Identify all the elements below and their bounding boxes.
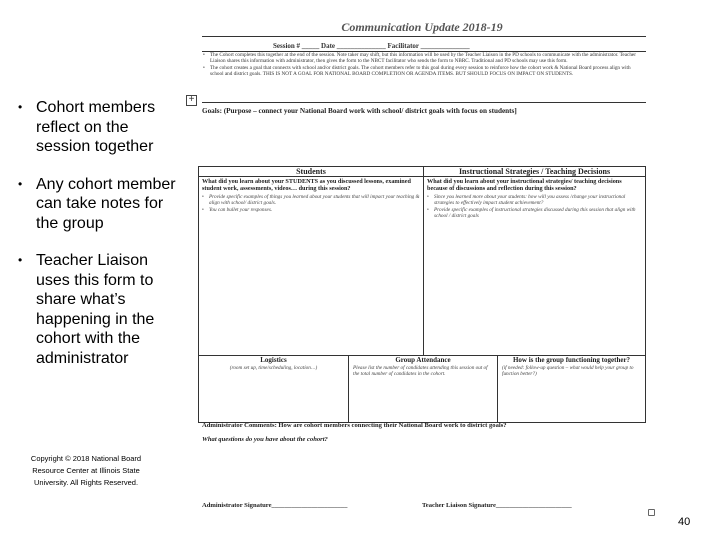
- copyright-notice: Copyright © 2018 National Board Resource Center at Illinois State University. All Rights Reserved.: [30, 454, 142, 487]
- communication-update-form: [198, 20, 646, 520]
- slide-marker-icon: [648, 509, 655, 516]
- strategies-bullet: • Provide specific examples of instructional strategies discussed during this session that align with school / district goals: [434, 207, 642, 219]
- admin-comments: Administrator Comments: How are cohort members connecting their National Board work to district goals?: [202, 422, 507, 429]
- page-number: 40: [678, 516, 691, 528]
- functioning-note: (if needed: follow-up question – what would help your group to function better?): [502, 365, 634, 378]
- slide-bullet-list: [18, 98, 178, 386]
- logistics-header: Logistics: [260, 356, 287, 364]
- liaison-signature: Teacher Liaison Signature_______________________: [422, 502, 572, 509]
- instruction-2: • The cohort creates a goal that connects with school and/or district goals. The cohort members refer to this goal during every session to reinforce how the cohort work & National Board process align with school and district goals. THIS IS NOT A GOAL FOR NATIONAL BOARD COMPLETION OR AGENDA ITEMS. BUT SHOULD FOCUS ON IMPACT ON STUDENTS.: [210, 65, 644, 78]
- strategies-cell: [423, 166, 646, 356]
- bullet-reflect: • Cohort members reflect on the session together: [18, 98, 178, 157]
- students-header: Students: [199, 167, 423, 177]
- admin-signature: Administrator Signature_______________________: [202, 502, 348, 509]
- instruction-1: • The Cohort completes this together at the end of the session. Note taker may shift, but this information will be used by the Teacher Liaison in the PD schools to communicate with the administrator. Teacher Liaison shares this information with administrator, then gives the form to the NBCT facilitator who sends the form to NBRC. Traditional and PD schools may use this form.: [210, 52, 644, 65]
- students-cell: [198, 166, 424, 356]
- strategies-bullet: • Since you learned more about your students: how will you assess /change your instructional strategies to effectively impact student achievement?: [434, 194, 642, 206]
- form-title: Communication Update 2018-19: [341, 20, 503, 34]
- goals-divider: [202, 102, 646, 103]
- functioning-cell: [497, 355, 646, 423]
- functioning-header: How is the group functioning together?: [512, 356, 631, 364]
- students-bullet: • You can bullet your responses.: [209, 207, 420, 213]
- title-divider: [202, 36, 646, 37]
- bullet-notes: • Any cohort member can take notes for the group: [18, 175, 178, 234]
- session-line: Session # _____ Date ______________ Facilitator ______________: [273, 42, 470, 50]
- logistics-note: (room set up, time/scheduling, location…): [229, 365, 318, 371]
- form-instructions: [202, 52, 644, 78]
- attendance-cell: [348, 355, 498, 423]
- strategies-header: Instructional Strategies / Teaching Decisions: [424, 167, 645, 177]
- attendance-note: Please list the number of candidates attending this session out of the total number of candidates in the cohort.: [353, 365, 488, 378]
- goals-line: Goals: (Purpose – connect your National Board work with school/ district goals with focus on students]: [202, 107, 517, 115]
- strategies-question: What did you learn about your instructional strategies/ teaching decisions because of discussions and reflection during this session?: [427, 178, 622, 193]
- admin-questions: What questions do you have about the cohort?: [202, 436, 328, 443]
- bullet-liaison: • Teacher Liaison uses this form to share what’s happening in the cohort with the administrator: [18, 251, 178, 368]
- logistics-cell: [198, 355, 349, 423]
- students-question: What did you learn about your STUDENTS as you discussed lessons, examined student work, assessments, videos… during this session?: [202, 178, 411, 193]
- students-bullet: • Provide specific examples of things you learned about your students that will impact your teaching & align with school/ district goals.: [209, 194, 420, 206]
- attendance-header: Group Attendance: [395, 356, 451, 364]
- expand-icon[interactable]: +: [186, 95, 197, 106]
